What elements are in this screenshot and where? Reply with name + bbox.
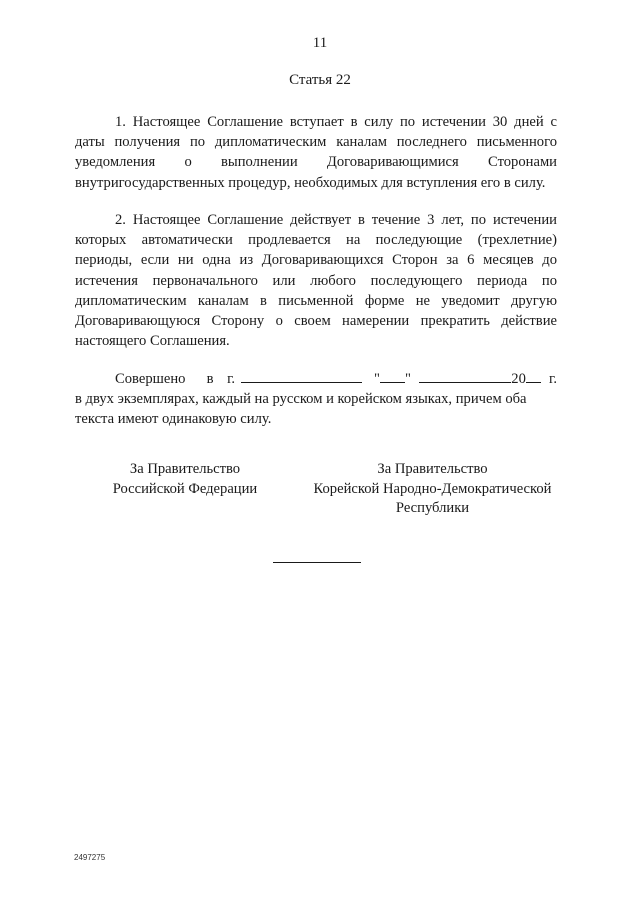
paragraph-1-text: 1. Настоящее Соглашение вступает в силу по истечении 30 дней с даты получения по дипломатическим каналам последнего письменного уведомления о выполнении Договаривающимися Сторонами внутригосударственных процедур, необходимых для вступления его в силу. <box>75 114 557 191</box>
signatory-dprk-line1: За Правительство <box>377 461 488 477</box>
closing-rule <box>273 562 361 563</box>
signatory-dprk <box>300 460 565 519</box>
signatory-russia-line2: Российской Федерации <box>112 480 258 497</box>
signing-clause <box>75 368 557 430</box>
signing-line <box>75 368 557 389</box>
signed-city-abbr: г. <box>227 371 236 387</box>
paragraph-1 <box>75 112 557 193</box>
year-prefix: 20 <box>511 371 526 387</box>
year-blank <box>526 368 541 383</box>
paragraph-2-text: 2. Настоящее Соглашение действует в течение 3 лет, по истечении которых автоматически продлевается на последующие (трехлетние) периоды, если ни одна из Договаривающихся Сторон за 6 месяцев до истечения первоначального или любого последующего периода по дипломатическим каналам в письменной форме не уведомит другую Договаривающуюся Сторону о своем намерении прекратить действие настоящего Соглашения. <box>75 212 557 350</box>
day-blank <box>380 368 405 383</box>
signed-done-word: Совершено <box>115 371 186 387</box>
paragraph-2 <box>75 210 557 351</box>
signing-rest: в двух экземплярах, каждый на русском и корейском языках, причем оба текста имеют одинаковую силу. <box>75 391 527 428</box>
month-blank <box>419 368 512 383</box>
document-code: 2497275 <box>74 853 106 862</box>
signed-in-word: в <box>206 371 214 387</box>
city-blank <box>241 368 363 383</box>
page-number: 11 <box>312 35 328 51</box>
quote-close: " <box>404 371 411 387</box>
signatory-russia <box>95 460 275 499</box>
quote-open: " <box>373 371 380 387</box>
signatory-dprk-line3: Республики <box>395 500 470 517</box>
signatory-russia-line1: За Правительство <box>129 461 241 477</box>
year-suffix: г. <box>549 371 558 387</box>
article-title: Статья 22 <box>289 72 351 88</box>
signatory-dprk-line2: Корейской Народно-Демократической <box>313 480 552 497</box>
